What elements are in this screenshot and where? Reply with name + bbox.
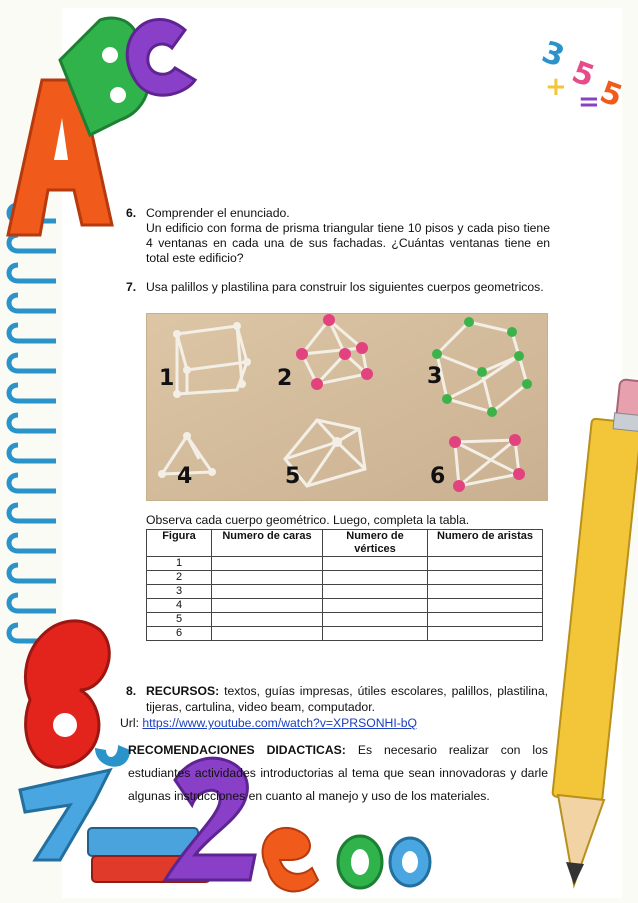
solid-label-1: 1 (159, 366, 175, 391)
header-vertices: Numero de vértices (323, 530, 428, 557)
caras-cell[interactable] (212, 557, 323, 571)
header-caras: Numero de caras (212, 530, 323, 557)
resources-label: RECURSOS: (146, 684, 220, 698)
solid-label-2: 2 (277, 366, 293, 391)
solid-label-4: 4 (177, 464, 193, 489)
recommendations-section (128, 739, 548, 808)
recommendations-label: RECOMENDACIONES DIDACTICAS: (128, 743, 346, 757)
video-link[interactable]: https://www.youtube.com/watch?v=XPRSONHI-bQ (142, 716, 418, 730)
svg-text:5: 5 (567, 54, 599, 95)
solids-table (146, 529, 543, 641)
question-6-number: 6. (126, 206, 137, 220)
geometric-solids-photo (146, 313, 548, 501)
resources-number: 8. (126, 684, 137, 698)
question-6 (120, 206, 550, 266)
aristas-cell[interactable] (428, 557, 543, 571)
resources-section (120, 683, 548, 731)
caras-cell[interactable] (212, 613, 323, 627)
row-figure-number: 2 (147, 571, 212, 585)
table-row (147, 613, 543, 627)
table-row (147, 571, 543, 585)
caras-cell[interactable] (212, 627, 323, 641)
spiral-binding (9, 205, 56, 641)
vertices-cell[interactable] (323, 599, 428, 613)
row-figure-number: 6 (147, 627, 212, 641)
table-row (147, 627, 543, 641)
row-figure-number: 5 (147, 613, 212, 627)
svg-text:+: + (545, 72, 567, 102)
row-figure-number: 3 (147, 585, 212, 599)
svg-text:3: 3 (537, 34, 569, 75)
header-figura: Figura (147, 530, 212, 557)
solids-illustration (147, 314, 547, 500)
resources-paragraph (120, 683, 548, 715)
aristas-cell[interactable] (428, 613, 543, 627)
vertices-cell[interactable] (323, 557, 428, 571)
recommendations-text: Es necesario realizar con los estudiantes actividades introductorias al tema que sean innovadoras y darle algunas instrucciones en cuanto al manejo y uso de los materiales. (128, 743, 548, 803)
caras-cell[interactable] (212, 599, 323, 613)
question-7-number: 7. (126, 280, 137, 294)
aristas-cell[interactable] (428, 571, 543, 585)
vertices-cell[interactable] (323, 627, 428, 641)
caras-cell[interactable] (212, 585, 323, 599)
svg-text:=: = (578, 87, 600, 117)
vertices-cell[interactable] (323, 585, 428, 599)
aristas-cell[interactable] (428, 627, 543, 641)
solid-label-6: 6 (430, 464, 446, 489)
question-6-text: Un edificio con forma de prisma triangular tiene 10 pisos y cada piso tiene 4 ventanas en cada una de sus fachadas. ¿Cuántas ventanas tiene en total este edificio? (146, 221, 550, 265)
row-figure-number: 1 (147, 557, 212, 571)
caras-cell[interactable] (212, 571, 323, 585)
header-aristas: Numero de aristas (428, 530, 543, 557)
aristas-cell[interactable] (428, 585, 543, 599)
solid-label-5: 5 (285, 464, 301, 489)
table-row (147, 599, 543, 613)
aristas-cell[interactable] (428, 599, 543, 613)
resources-text: textos, guías impresas, útiles escolares, palillos, plastilina, tijeras, cartulina, video beam, computador. (146, 684, 548, 714)
table-row (147, 585, 543, 599)
table-row (147, 557, 543, 571)
solid-label-3: 3 (427, 364, 443, 389)
questions-block (120, 206, 550, 309)
url-line (120, 715, 548, 731)
question-6-title: Comprender el enunciado. (146, 206, 290, 220)
table-caption: Observa cada cuerpo geométrico. Luego, completa la tabla. (146, 513, 470, 527)
question-7 (120, 280, 550, 295)
vertices-cell[interactable] (323, 613, 428, 627)
question-7-text: Usa palillos y plastilina para construir los siguientes cuerpos geometricos. (146, 280, 544, 294)
svg-text:5: 5 (595, 74, 627, 115)
vertices-cell[interactable] (323, 571, 428, 585)
url-label: Url: (120, 716, 139, 730)
row-figure-number: 4 (147, 599, 212, 613)
